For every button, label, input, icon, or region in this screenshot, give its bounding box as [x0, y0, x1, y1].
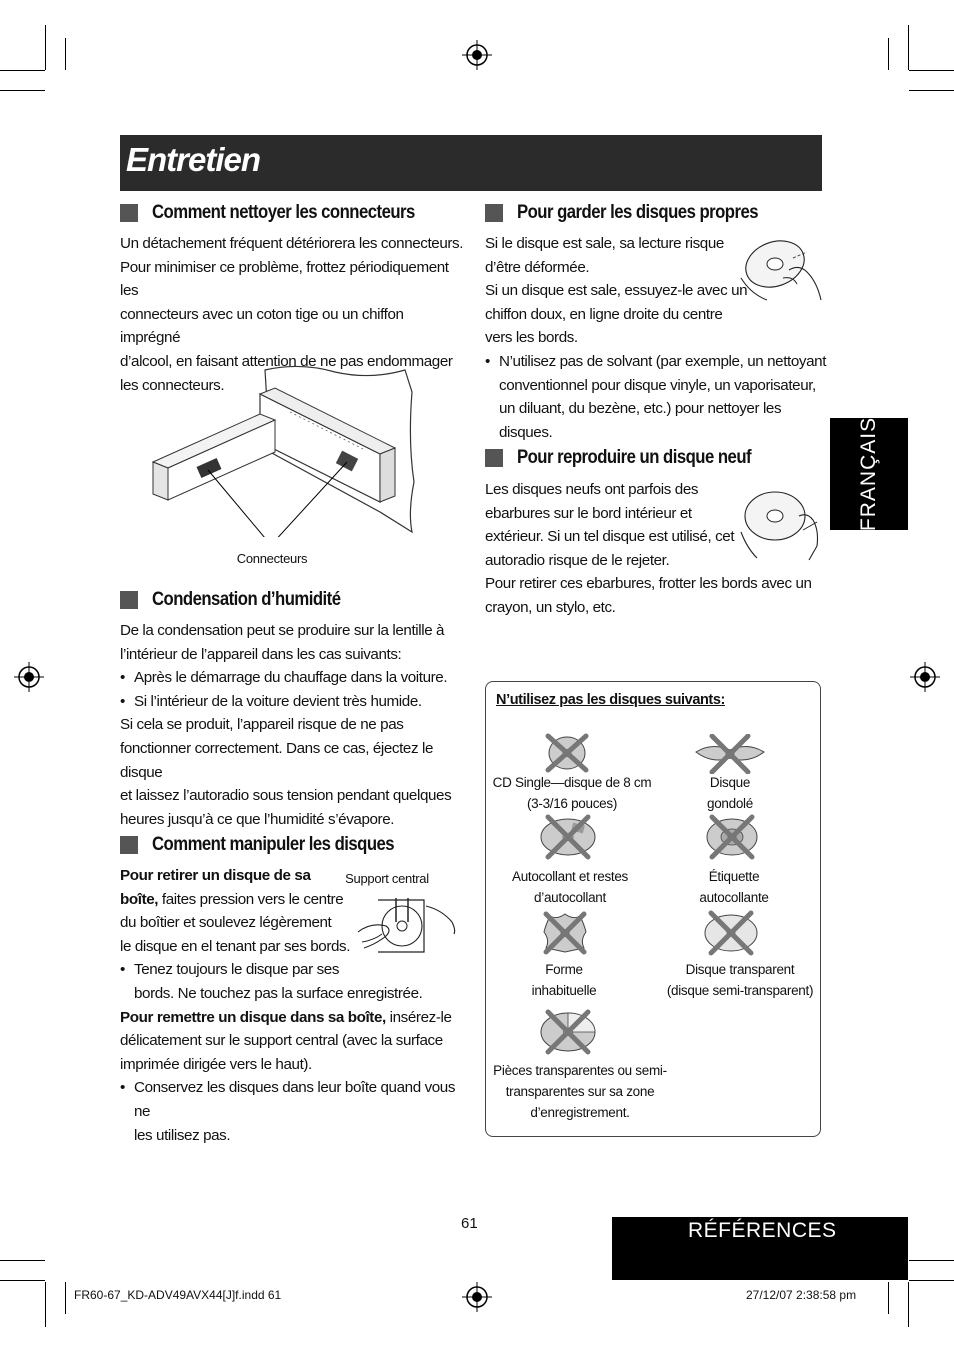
heading-square-icon	[120, 204, 138, 222]
sticker-disc-crossed-icon	[538, 814, 598, 860]
crop-mark	[0, 1280, 45, 1281]
footer-filename: FR60-67_KD-ADV49AVX44[J]f.indd 61	[74, 1288, 282, 1302]
humidity-text: De la condensation peut se produire sur la lentille à l’intérieur de l’appareil dans les cas suivants: • Après le démarrage du chauffage dans la voiture. • Si l’intérieur de la voiture devient très humide. Si cela se produit, l’appareil risque de ne pas fonctionner correctement. Dans ce cas, éjectez le disque et laissez l’autoradio sous tension pendant quelques heures jusqu’à ce que l’humidité s’évapore.	[120, 619, 465, 831]
crop-mark	[909, 1260, 954, 1261]
unusable-discs-heading: N’utilisez pas les disques suivants:	[496, 692, 725, 708]
section-heading-clean-discs: Pour garder les disques propres	[485, 201, 791, 225]
bad-disc-caption: Forme inhabituelle	[531, 962, 597, 998]
title-bar	[120, 135, 822, 191]
irregular-shape-disc-crossed-icon	[540, 910, 590, 956]
bad-disc-caption: Disque transparent (disque semi-transparent)	[666, 962, 814, 998]
bad-disc-caption: Étiquette autocollante	[699, 869, 769, 905]
language-tab	[830, 418, 908, 530]
heading-square-icon	[120, 836, 138, 854]
connectors-text: Un détachement fréquent détériorera les connecteurs. Pour minimiser ce problème, frottez périodiquement les connecteurs avec un coton tige ou un chiffon imprégné d’alcool, en faisant attention de ne pas endommager les connecteurs.	[120, 235, 464, 394]
cd-single-crossed-icon	[544, 732, 590, 774]
section-heading-humidity: Condensation d’humidité	[120, 588, 366, 612]
page-number: 61	[461, 1215, 478, 1232]
registration-mark-icon	[910, 662, 940, 692]
page-title: Entretien	[126, 141, 261, 178]
bad-disc-caption: CD Single—disque de 8 cm (3-3/16 pouces)	[492, 775, 652, 811]
bad-disc-caption: Pièces transparentes ou semi- transparentes sur sa zone d’enregistrement.	[493, 1063, 667, 1120]
crop-mark	[888, 38, 889, 70]
crop-mark	[908, 1282, 909, 1327]
registration-mark-icon	[462, 1282, 492, 1312]
registration-mark-icon	[462, 40, 492, 70]
footer-datetime: 27/12/07 2:38:58 pm	[746, 1288, 857, 1302]
section-heading-connectors: Comment nettoyer les connecteurs	[120, 201, 451, 225]
new-disc-text: Les disques neufs ont parfois des ebarbures sur le bord intérieur et extérieur. Si un tel disque est utilisé, cet autoradio risque de le rejeter. Pour retirer ces ebarbures, frotter les bords avec un crayon, un stylo, etc.	[485, 481, 812, 616]
heading-square-icon	[485, 449, 503, 467]
crop-mark	[909, 1280, 954, 1281]
bad-disc-caption: Disque gondolé	[707, 775, 753, 811]
handling-text: Pour retirer un disque de sa boîte, faites pression vers le centre du boîtier et soulevez légèrement le disque en el tenant par ses bords. • Tenez toujours le disque par ses bords. Ne touchez pas la surface enregistrée. Pour remettre un disque dans sa boîte, insérez-le délicatement sur le support central (avec la surface imprimée dirigée vers le haut). • Conservez les disques dans leur boîte quand vous ne les utilisez pas.	[120, 864, 465, 1147]
connectors-caption: Connecteurs	[236, 551, 308, 566]
crop-mark	[65, 38, 66, 70]
bad-disc-caption: Autocollant et restes d’autocollant	[511, 869, 629, 905]
clean-discs-text: Si le disque est sale, sa lecture risque d’être déformée. Si un disque est sale, essuyez-le avec un chiffon doux, en ligne droite du centre vers les bords. • N’utilisez pas de solvant (par exemple, un nettoyant conventionnel pour disque vinyle, un vaporisateur, un diluant, du bezène, etc.) pour nettoyer les disques.	[485, 232, 830, 444]
transparent-disc-crossed-icon	[702, 910, 760, 956]
section-heading-new-disc: Pour reproduire un disque neuf	[485, 446, 783, 470]
crop-mark	[909, 90, 954, 91]
list-item: • Après le démarrage du chauffage dans la voiture.	[120, 666, 465, 690]
crop-mark	[0, 90, 45, 91]
crop-mark	[888, 1282, 889, 1314]
list-item: • Conservez les disques dans leur boîte quand vous ne les utilisez pas.	[120, 1076, 465, 1147]
center-holder-caption: Support central	[345, 871, 429, 886]
references-tab-label: RÉFÉRENCES	[688, 1219, 837, 1242]
list-item: • N’utilisez pas de solvant (par exemple, un nettoyant conventionnel pour disque vinyle, un vaporisateur, un diluant, du bezène, etc.) pour nettoyer les disques.	[485, 350, 830, 444]
heading-square-icon	[120, 591, 138, 609]
list-item: • Si l’intérieur de la voiture devient très humide.	[120, 690, 465, 714]
list-item: • Tenez toujours le disque par ses bords. Ne touchez pas la surface enregistrée.	[120, 958, 465, 1005]
crop-mark	[65, 1282, 66, 1314]
heading-square-icon	[485, 204, 503, 222]
crop-mark	[909, 70, 954, 71]
language-tab-label: FRANÇAIS	[857, 416, 880, 532]
crop-mark	[45, 25, 46, 70]
connectors-illustration	[150, 362, 422, 537]
crop-mark	[908, 25, 909, 70]
crop-mark	[0, 1260, 45, 1261]
crop-mark	[0, 70, 45, 71]
sticker-label-disc-crossed-icon	[704, 814, 760, 860]
references-tab	[612, 1217, 908, 1280]
crop-mark	[45, 1282, 46, 1327]
section-heading-handling: Comment manipuler les disques	[120, 833, 427, 857]
partially-transparent-disc-crossed-icon	[538, 1008, 598, 1056]
warped-disc-crossed-icon	[692, 734, 768, 774]
registration-mark-icon	[14, 662, 44, 692]
